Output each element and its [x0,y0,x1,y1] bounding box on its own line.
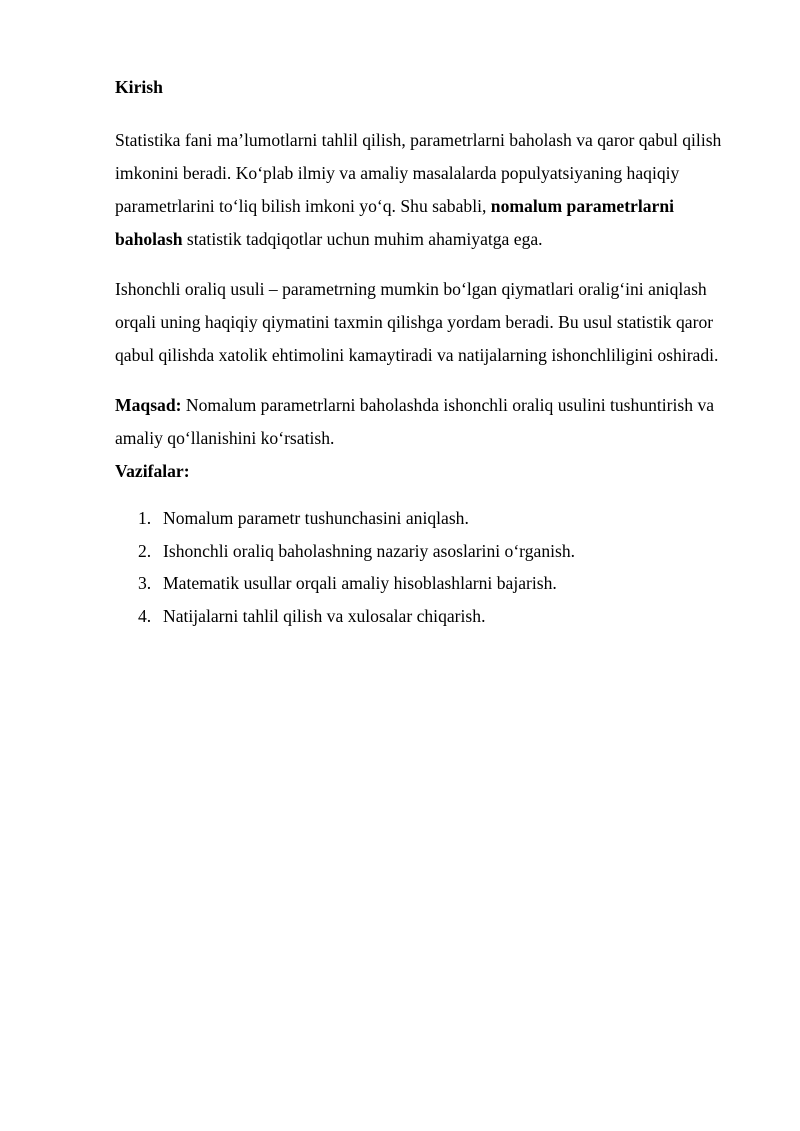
list-item [138,600,740,633]
list-item-text: Nomalum parametr tushunchasini aniqlash. [163,508,469,528]
intro-paragraph-1-bold: nomalum parametrlarni baholash [115,196,675,249]
intro-paragraph-1-text-after: statistik tadqiqotlar uchun muhim ahamiyatga ega. [182,229,543,249]
intro-paragraph-2: Ishonchli oraliq usuli – parametrning mumkin bo‘lgan qiymatlari oralig‘ini aniqlash orqali uning haqiqiy qiymatini taxmin qilishga yordam beradi. Bu usul statistik qaror qabul qilishda xatolik ehtimolini kamaytiradi va natijalarning ishonchliligini oshiradi. [115,279,719,365]
goal-paragraph [115,389,740,455]
list-item [138,567,740,600]
document-page [115,74,740,632]
intro-paragraph-1 [115,124,740,256]
tasks-list [115,502,740,632]
list-item-number: 3. [138,573,152,593]
list-item-text: Matematik usullar orqali amaliy hisoblashlarni bajarish. [163,573,557,593]
list-item [138,502,740,535]
list-item [138,535,740,568]
list-item-number: 4. [138,605,152,626]
goal-text: Nomalum parametrlarni baholashda ishonchli oraliq usulini tushuntirish va amaliy qo‘llanishini ko‘rsatish. [115,395,715,448]
list-item-number: 1. [138,508,152,528]
list-item-text: Natijalarni tahlil qilish va xulosalar chiqarish. [163,605,486,626]
list-item-text: Ishonchli oraliq baholashning nazariy asoslarini o‘rganish. [163,540,576,561]
section-heading: Kirish [115,77,163,97]
tasks-title: Vazifalar: [115,461,190,481]
goal-label: Maqsad: [115,395,182,415]
intro-paragraph-1-text-before: Statistika fani ma’lumotlarni tahlil qilish, parametrlarni baholash va qaror qabul qilish imkonini beradi. Ko‘plab ilmiy va amaliy masalalarda populyatsiyaning haqiqiy parametrlarini to‘liq bilish imkoni yo‘q. Shu sababli, [115,130,722,216]
list-item-number: 2. [138,540,152,561]
